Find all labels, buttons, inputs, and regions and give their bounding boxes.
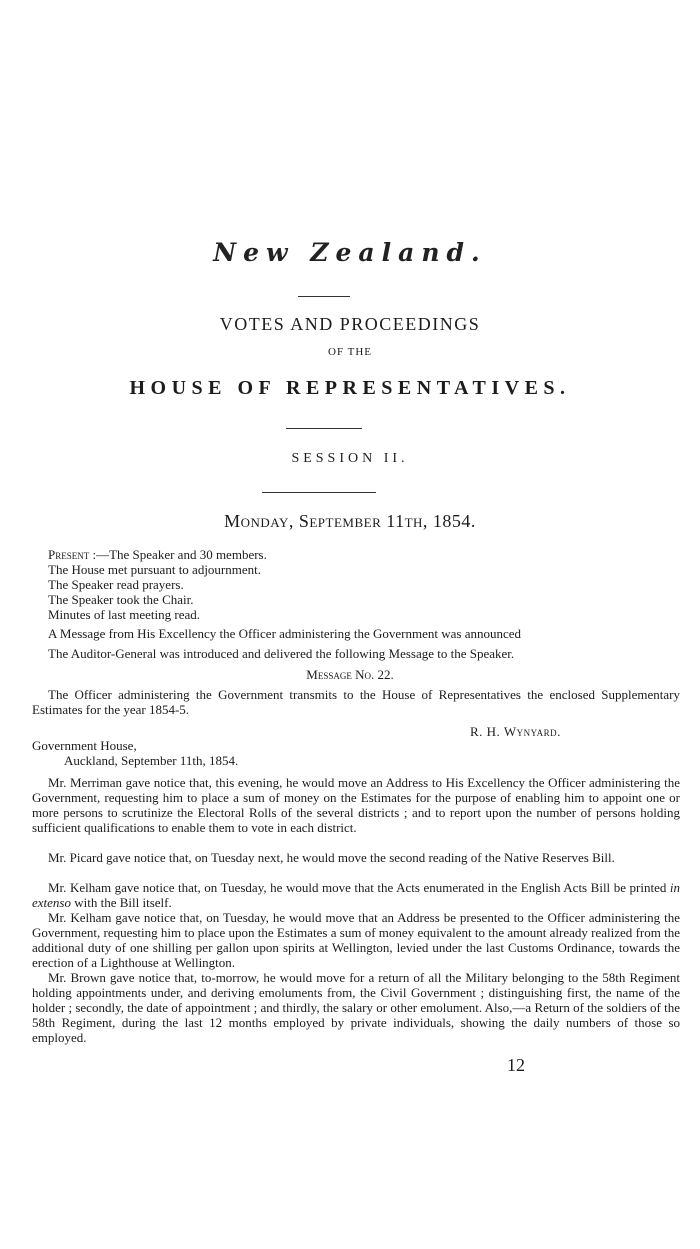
document-title: VOTES AND PROCEEDINGS (219, 314, 481, 334)
notice-picard: Mr. Picard gave notice that, on Tuesday next, he would move the second reading of the Native Reserves Bill. (48, 850, 615, 865)
proceeding-line: The House met pursuant to adjournment. (48, 562, 262, 577)
country-title: New Zealand. (213, 238, 487, 267)
announcement-line: A Message from His Excellency the Officer administering the Government was announced (48, 626, 522, 641)
present-block (48, 547, 608, 622)
house-title: HOUSE OF REPRESENTATIVES. (129, 377, 571, 399)
message-body: The Officer administering the Government transmits to the House of Representatives the enclosed Supplementary Estimates for the year 1854-5. (32, 687, 680, 717)
notice-kelham-acts-end: with the Bill itself. (74, 895, 172, 910)
message-signature: R. H. Wynyard. (470, 724, 561, 739)
place-line: Government House, (32, 738, 137, 753)
place-date-line: Auckland, September 11th, 1854. (64, 753, 239, 768)
notice-merriman: Mr. Merriman gave notice that, this evening, he would move an Address to His Excellency the Officer administering the Government, requesting him to place a sum of money on the Estimates for the purpose of enabling him to appoint one or more persons to scrutinize the Electoral Rolls of the several districts ; and to report upon the number of persons holding sufficient qualifications to enable them to vote in each district. (32, 775, 680, 835)
present-text: :—The Speaker and 30 members. (92, 547, 267, 562)
of-the-label: OF THE (328, 346, 372, 358)
divider-1 (298, 296, 350, 297)
message-heading: Message No. 22. (306, 667, 394, 682)
place-block (32, 738, 432, 768)
auditor-line: The Auditor-General was introduced and delivered the following Message to the Speaker. (48, 646, 515, 661)
proceeding-line: Minutes of last meeting read. (48, 607, 200, 622)
divider-2 (286, 428, 362, 429)
present-label: Present (48, 547, 90, 562)
page-number: 12 (507, 1055, 525, 1075)
proceeding-line: The Speaker took the Chair. (48, 592, 194, 607)
notice-kelham-acts-italic: in extenso (32, 880, 681, 910)
proceeding-line: The Speaker read prayers. (48, 577, 184, 592)
session-label: SESSION II. (291, 451, 409, 466)
notice-brown: Mr. Brown gave notice that, to-morrow, he would move for a return of all the Military belonging to the 58th Regiment holding appointments under, and deriving emoluments from, the Civil Government ; distinguishing first, the name of the holder ; secondly, the date of appointment ; and thirdly, the salary or other emolument. Also,—a Return of the soldiers of the 58th Regiment, during the last 12 months employed by private individuals, showing the daily numbers of those so employed. (32, 970, 680, 1045)
notice-kelham-acts-text: Mr. Kelham gave notice that, on Tuesday, he would move that the Acts enumerated in the English Acts Bill be printed (48, 880, 667, 895)
notice-kelham-address: Mr. Kelham gave notice that, on Tuesday, he would move that an Address be presented to the Officer administering the Government, requesting him to place upon the Estimates a sum of money equivalent to the amount already realized from the additional duty of one shilling per gallon upon spirits at Wellington, levied under the last Customs Ordinance, towards the erection of a Lighthouse at Wellington. (32, 910, 680, 970)
sitting-date: Monday, September 11th, 1854. (224, 511, 476, 531)
divider-3 (262, 492, 376, 493)
present-line (48, 547, 608, 562)
notice-kelham-acts (32, 880, 680, 910)
